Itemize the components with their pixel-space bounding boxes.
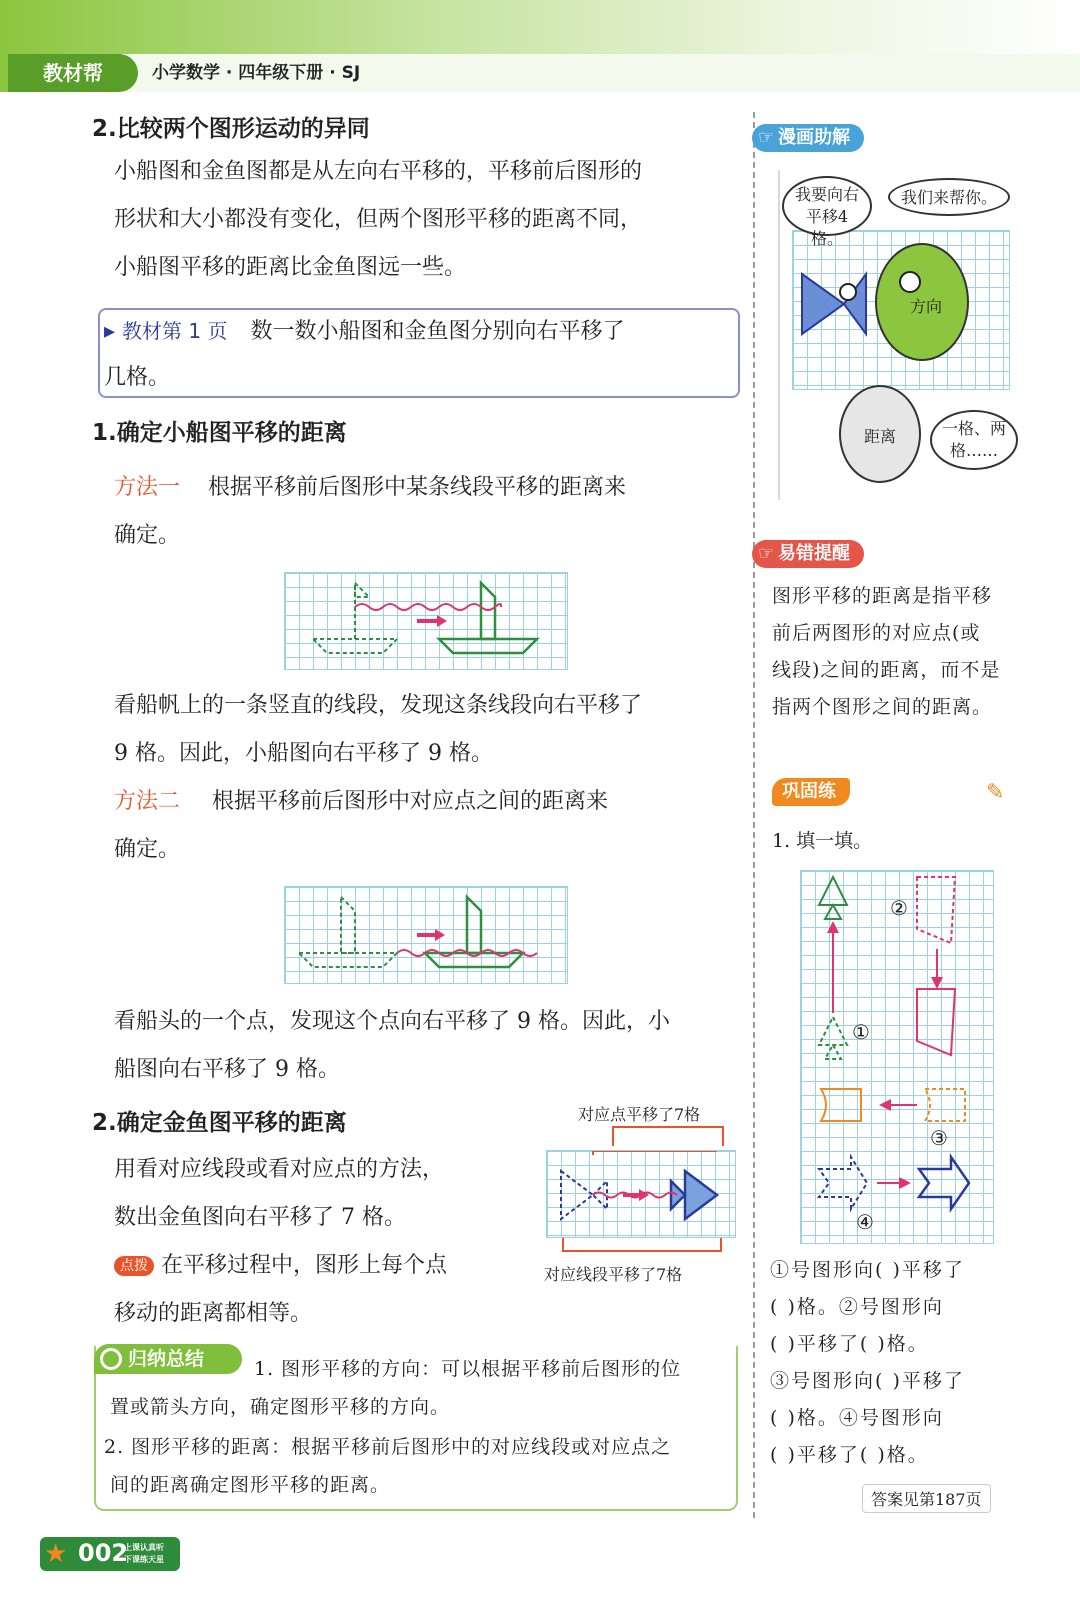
mistake-text bbox=[772, 578, 1040, 726]
right-arrow-icon bbox=[639, 1189, 649, 1201]
shape-3 bbox=[821, 1089, 861, 1121]
summary-tag bbox=[94, 1344, 242, 1374]
play-triangle-icon: ▸ bbox=[104, 319, 116, 344]
brand-badge: 教材帮 bbox=[8, 54, 138, 92]
original-fish bbox=[561, 1171, 607, 1219]
method2-line: 根据平移前后图形中对应点之间的距离来 bbox=[212, 789, 609, 814]
fish-label-bottom: 对应线段平移了7格 bbox=[544, 1265, 683, 1284]
pencil-icon: ✎ bbox=[986, 780, 1005, 805]
shape-1 bbox=[819, 877, 847, 919]
answer-reference: 答案见第187页 bbox=[862, 1484, 991, 1513]
original-boat bbox=[313, 583, 397, 653]
practice-tag: 巩固练 bbox=[772, 778, 850, 806]
tip-tag: 教材第 1 页 bbox=[122, 319, 228, 343]
fish-label-top: 对应点平移了7格 bbox=[578, 1105, 701, 1124]
moved-fish bbox=[671, 1171, 717, 1219]
speech-bubble-1: 我要向右平移4格。 bbox=[782, 176, 872, 236]
left-arrow-icon bbox=[879, 1099, 891, 1111]
hint-line: 在平移过程中，图形上每个点 bbox=[161, 1253, 448, 1278]
fish-eye bbox=[840, 284, 856, 300]
down-arrow-icon bbox=[931, 977, 943, 989]
shape-2 bbox=[917, 989, 955, 1055]
original-boat bbox=[299, 897, 397, 967]
compare-line: 形状和大小都没有变化，但两个图形平移的距离不同， bbox=[114, 207, 643, 232]
right-arrow-icon bbox=[435, 929, 445, 941]
mistake-line: 图形平移的距离是指平移 bbox=[772, 585, 993, 607]
result2-text bbox=[114, 998, 744, 1094]
result1-line: 看船帆上的一条竖直的线段，发现这条线段向右平移了 bbox=[114, 693, 643, 718]
mistake-tag-label: 易错提醒 bbox=[778, 543, 850, 564]
summary-item2-line1: 2. 图形平移的距离：根据平移前后图形中的对应线段或对应点之 bbox=[104, 1436, 672, 1458]
method1-line: 根据平移前后图形中某条线段平移的距离来 bbox=[208, 475, 627, 500]
boat-heading: 1.确定小船图平移的距离 bbox=[92, 420, 347, 446]
hint-line: 移动的距离都相等。 bbox=[114, 1301, 313, 1326]
up-arrow-icon bbox=[827, 921, 839, 933]
method1-label: 方法一 bbox=[114, 475, 181, 500]
result2-line: 船图向右平移了 9 格。 bbox=[114, 1057, 340, 1082]
slogan-line: 下课练天星 bbox=[124, 1555, 164, 1564]
method2-text bbox=[114, 778, 744, 874]
page-number: 002 bbox=[78, 1539, 129, 1567]
shape-label-4: ④ bbox=[856, 1210, 874, 1234]
summary-item1-line1: 1. 图形平移的方向：可以根据平移前后图形的位 bbox=[254, 1358, 682, 1380]
right-arrow-icon bbox=[437, 615, 447, 627]
tip-line2: 几格。 bbox=[104, 365, 171, 390]
speech-bubble-3: 一格、两格…… bbox=[930, 410, 1018, 470]
shape-2-original bbox=[917, 877, 955, 943]
blank-line: ③号图形向( )平移了 bbox=[770, 1370, 965, 1392]
fish-line: 用看对应线段或看对应点的方法， bbox=[114, 1157, 445, 1182]
shape-1-original bbox=[819, 1017, 847, 1059]
char2-label: 距离 bbox=[864, 427, 897, 446]
comic-tag-label: 漫画助解 bbox=[778, 127, 850, 148]
method2-line: 确定。 bbox=[114, 837, 181, 862]
mistake-line: 指两个图形之间的距离。 bbox=[772, 696, 993, 718]
pointing-hand-icon: ☞ bbox=[758, 543, 775, 564]
result1-text bbox=[114, 682, 744, 778]
column-divider bbox=[753, 112, 755, 1522]
tip-text bbox=[104, 308, 740, 401]
blank-line: ( )平移了( )格。 bbox=[770, 1444, 929, 1466]
compare-paragraph bbox=[114, 148, 744, 292]
boat-figure-1 bbox=[284, 572, 568, 670]
blank-line: ( )格。④号图形向 bbox=[770, 1407, 944, 1429]
fish-text bbox=[114, 1146, 534, 1338]
slogan-line: 上课认真听 bbox=[124, 1543, 164, 1552]
compare-line: 小船图和金鱼图都是从左向右平移的，平移前后图形的 bbox=[114, 159, 643, 184]
blank-line: ①号图形向( )平移了 bbox=[770, 1259, 965, 1281]
char1-label: 方向 bbox=[910, 297, 943, 316]
practice-diagram bbox=[801, 871, 995, 1245]
summary-item2-line2: 间的距离确定图形平移的距离。 bbox=[110, 1474, 391, 1496]
bottom-bracket bbox=[562, 1238, 722, 1252]
fish-heading: 2.确定金鱼图平移的距离 bbox=[92, 1110, 347, 1136]
question-title: 1. 填一填。 bbox=[772, 830, 873, 852]
boat-diagram-2 bbox=[285, 887, 569, 985]
section-heading-compare: 2.比较两个图形运动的异同 bbox=[92, 116, 370, 142]
pointing-hand-icon: ☞ bbox=[758, 127, 775, 148]
mascot-icon: ★ bbox=[44, 1539, 68, 1569]
mistake-line: 线段)之间的距离，而不是 bbox=[772, 659, 1001, 681]
moved-boat bbox=[439, 583, 537, 653]
shape-4-original bbox=[819, 1157, 867, 1209]
blank-line: ( )格。②号图形向 bbox=[770, 1296, 944, 1318]
blank-line: ( )平移了( )格。 bbox=[770, 1333, 929, 1355]
summary-item1-line2: 置或箭头方向，确定图形平移的方向。 bbox=[110, 1396, 451, 1418]
fish-head bbox=[844, 274, 866, 334]
tip-line1: 数一数小船图和金鱼图分别向右平移了 bbox=[250, 319, 625, 344]
boat-figure-2 bbox=[284, 886, 568, 984]
fish-diagram bbox=[547, 1151, 737, 1239]
summary-tag-label: 归纳总结 bbox=[128, 1348, 205, 1370]
hint-badge: 点拨 bbox=[114, 1256, 154, 1276]
mistake-line: 前后两图形的对应点(或 bbox=[772, 622, 981, 644]
practice-grid bbox=[800, 870, 994, 1244]
speech-bubble-2: 我们来帮你。 bbox=[888, 178, 1010, 216]
shape-label-2: ② bbox=[890, 896, 908, 920]
fish-triangle bbox=[802, 274, 844, 334]
shape-label-3: ③ bbox=[930, 1126, 948, 1150]
method2-label: 方法二 bbox=[114, 789, 181, 814]
shape-3-original bbox=[925, 1089, 965, 1121]
mistake-tag bbox=[752, 540, 864, 568]
book-title: 小学数学 · 四年级下册 · SJ bbox=[152, 63, 361, 83]
fish-line: 数出金鱼图向右平移了 7 格。 bbox=[114, 1205, 406, 1230]
method1-line: 确定。 bbox=[114, 523, 181, 548]
right-arrow-icon bbox=[899, 1177, 911, 1189]
top-bracket bbox=[612, 1126, 724, 1146]
method1-text bbox=[114, 464, 744, 560]
result2-line: 看船头的一个点，发现这个点向右平移了 9 格。因此，小 bbox=[114, 1009, 670, 1034]
result1-line: 9 格。因此，小船图向右平移了 9 格。 bbox=[114, 741, 493, 766]
boat-diagram-1 bbox=[285, 573, 569, 671]
practice-blanks bbox=[770, 1252, 1044, 1474]
footer-slogan bbox=[124, 1542, 176, 1566]
target-icon bbox=[100, 1348, 122, 1370]
wavy-distance-line bbox=[355, 604, 501, 610]
shape-4 bbox=[919, 1157, 969, 1209]
shape-label-1: ① bbox=[852, 1020, 870, 1044]
comic-tag bbox=[752, 124, 864, 152]
fish-figure bbox=[546, 1150, 736, 1238]
compare-line: 小船图平移的距离比金鱼图远一些。 bbox=[114, 255, 467, 280]
